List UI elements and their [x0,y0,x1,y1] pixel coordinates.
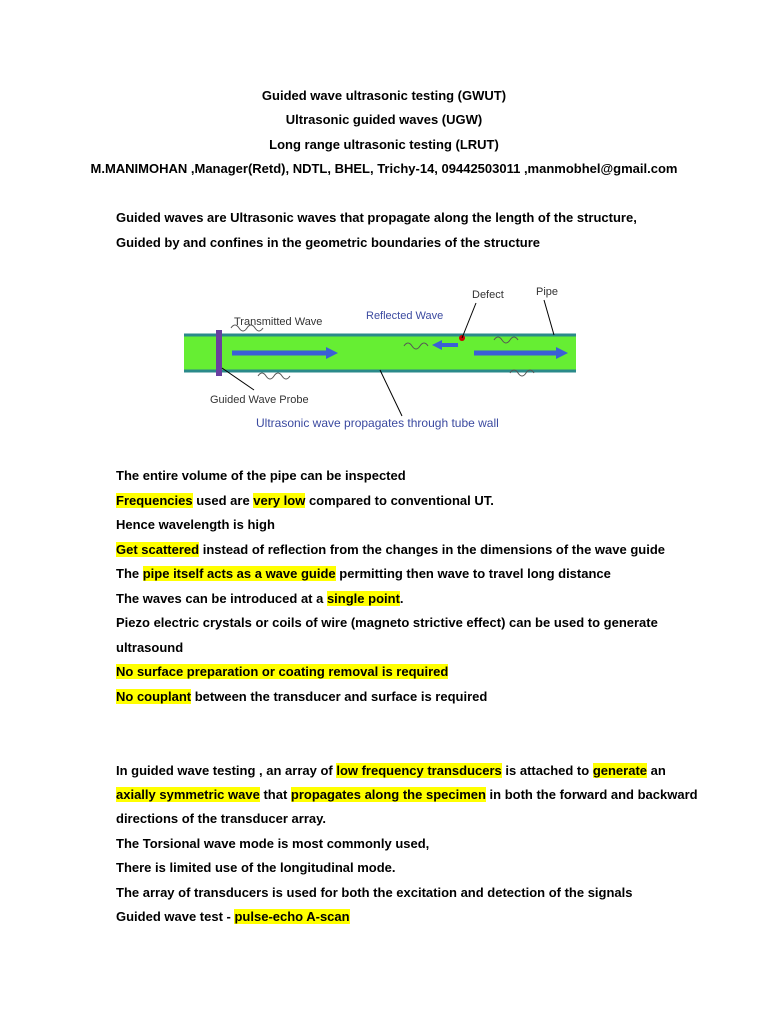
text-span: compared to conventional UT. [305,493,494,508]
hl-generate: generate [592,763,648,778]
point-2 [116,493,494,509]
label-transmitted: Transmitted Wave [234,316,323,328]
label-caption: Ultrasonic wave propagates through tube wall [256,416,499,430]
point-3: Hence wavelength is high [116,517,275,532]
hl-pulse-echo: pulse-echo A-scan [234,909,350,924]
point-1: The entire volume of the pipe can be inspected [116,468,406,483]
point-7a: Piezo electric crystals or coils of wire (magneto strictive effect) can be used to generate [116,615,658,630]
hl-pipe-wave-guide: pipe itself acts as a wave guide [142,566,336,581]
hl-no-couplant: No couplant [116,689,192,704]
text-span: used are [192,493,254,508]
hl-very-low: very low [253,493,306,508]
label-pipe: Pipe [536,286,559,298]
text-span: Guided wave test - [116,909,235,924]
hl-axially-symmetric: axially symmetric wave [116,787,260,802]
section2-line-4: The Torsional wave mode is most commonly used, [116,836,430,851]
section2-line-2 [116,787,698,803]
text-span: permitting then wave to travel long distance [335,566,611,581]
text-span: . [399,591,404,606]
text-span: an [647,763,666,778]
caption-pointer [380,370,402,416]
point-6 [116,591,404,607]
defect-pointer [462,303,476,338]
label-probe: Guided Wave Probe [210,394,309,406]
point-5 [116,566,611,582]
point-8 [116,664,448,680]
hl-propagates: propagates along the specimen [290,787,486,802]
section2-line-5: There is limited use of the longitudinal mode. [116,860,396,875]
title-lrut: Long range ultrasonic testing (LRUT) [269,137,499,152]
text-span: The [116,566,143,581]
author-line: M.MANIMOHAN ,Manager(Retd), NDTL, BHEL, Trichy-14, 09442503011 ,manmobhel@gmail.com [90,161,678,176]
hl-single-point: single point [326,591,400,606]
text-span: The waves can be introduced at a [116,591,327,606]
point-7b: ultrasound [116,640,184,655]
intro-line-1: Guided waves are Ultrasonic waves that propagate along the length of the structure, [116,210,637,225]
hl-low-freq-transducers: low frequency transducers [336,763,502,778]
text-span: instead of reflection from the changes in the dimensions of the wave guide [199,542,665,557]
wave-squiggle-bottom [258,373,290,379]
intro-line-2: Guided by and confines in the geometric boundaries of the structure [116,235,540,250]
text-span: that [259,787,291,802]
section2-line-7 [116,909,350,925]
probe-marker [216,330,222,376]
hl-no-surface-prep: No surface preparation or coating removal is required [116,664,449,679]
hl-frequencies: Frequencies [116,493,193,508]
section2-line-6: The array of transducers is used for both the excitation and detection of the signals [116,885,633,900]
label-reflected: Reflected Wave [366,310,444,322]
text-span: is attached to [501,763,593,778]
point-9 [116,689,487,705]
text-span: between the transducer and surface is required [191,689,488,704]
text-span: In guided wave testing , an array of [116,763,337,778]
title-gwut: Guided wave ultrasonic testing (GWUT) [261,88,507,103]
pipe-pointer [544,300,554,335]
title-ugw: Ultrasonic guided waves (UGW) [285,112,483,127]
point-4 [116,542,665,558]
hl-get-scattered: Get scattered [116,542,200,557]
label-defect: Defect [472,289,504,301]
section2-line-1 [116,763,666,779]
text-span: in both the forward and backward [485,787,698,802]
section2-line-3: directions of the transducer array. [116,811,326,826]
guided-wave-diagram [176,278,586,438]
